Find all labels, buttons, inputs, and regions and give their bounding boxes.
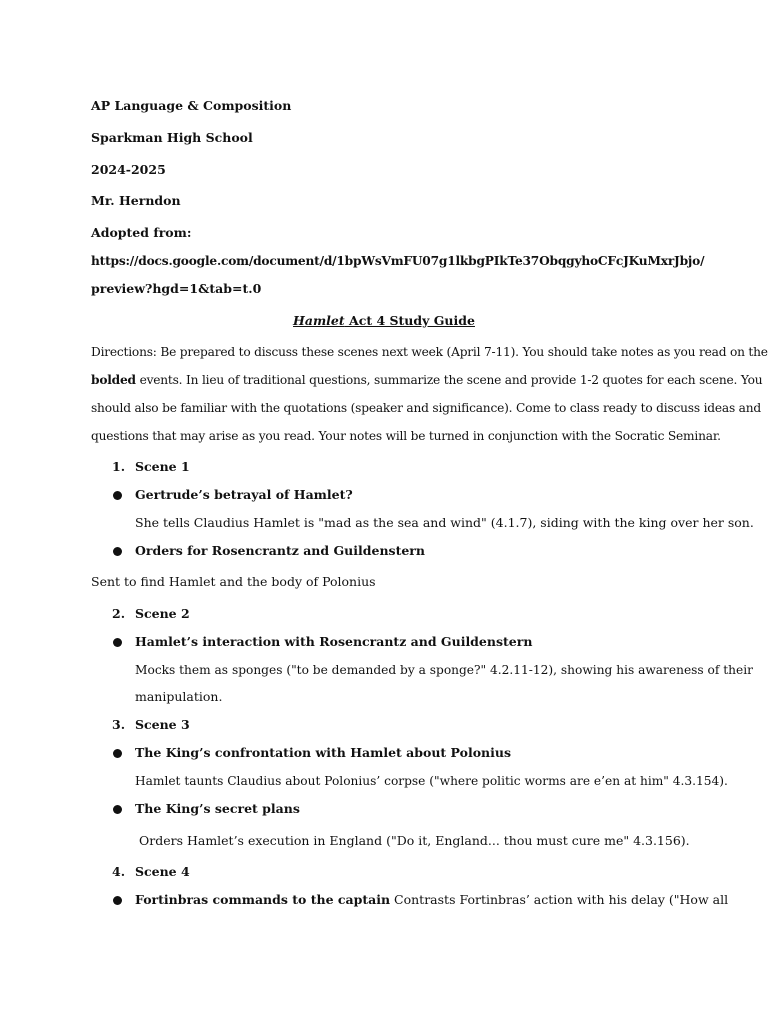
- directions-line-3: should also be familiar with the quotations (speaker and significance). Come to class ready to discuss ideas and: [91, 401, 761, 415]
- bullet-icon: [113, 547, 122, 556]
- scene-3-event-1: The King’s confrontation with Hamlet about Polonius: [135, 745, 512, 760]
- bullet-icon: [113, 491, 122, 500]
- scene-4-event-1-line: [135, 892, 728, 908]
- title-rest: Act 4 Study Guide: [344, 313, 475, 328]
- scene-2-event-1-note-2: manipulation.: [135, 689, 223, 704]
- adopted-label: Adopted from:: [91, 225, 192, 240]
- scene-1-event-1: Gertrude’s betrayal of Hamlet?: [135, 487, 353, 502]
- adopted-url-line-2: preview?hgd=1&tab=t.0: [91, 281, 262, 296]
- scene-2-event-1-note-1: Mocks them as sponges ("to be demanded by a sponge?" 4.2.11-12), showing his awareness of their: [135, 663, 753, 677]
- bullet-icon: [113, 805, 122, 814]
- scene-3-event-2: The King’s secret plans: [135, 801, 300, 816]
- scene-2-event-1: Hamlet’s interaction with Rosencrantz and Guildenstern: [135, 634, 533, 649]
- scene-1-event-2-note: Sent to find Hamlet and the body of Polonius: [91, 574, 376, 589]
- directions-bold-word: bolded: [91, 373, 136, 387]
- bullet-icon: [113, 896, 122, 905]
- scene-1-number: 1.: [112, 459, 126, 474]
- scene-3-event-2-note: Orders Hamlet’s execution in England ("Do it, England... thou must cure me" 4.3.156).: [135, 833, 690, 848]
- directions-line-2-rest: events. In lieu of traditional questions, summarize the scene and provide 1-2 quotes for each scene. You: [135, 373, 763, 387]
- bullet-icon: [113, 749, 122, 758]
- scene-1-event-2: Orders for Rosencrantz and Guildenstern: [135, 543, 425, 558]
- page-title: [0, 313, 768, 329]
- adopted-url-line-1: https://docs.google.com/document/d/1bpWsVmFU07g1lkbgPIkTe37ObqgyhoCFcJKuMxrJbjo/: [91, 254, 705, 268]
- school-name: Sparkman High School: [91, 130, 253, 145]
- scene-3-number: 3.: [112, 717, 126, 732]
- course-name: AP Language & Composition: [91, 98, 292, 113]
- scene-1-event-1-note: She tells Claudius Hamlet is "mad as the sea and wind" (4.1.7), siding with the king over her son.: [135, 515, 754, 530]
- scene-2-number: 2.: [112, 606, 126, 621]
- scene-4-number: 4.: [112, 864, 126, 879]
- bullet-icon: [113, 638, 122, 647]
- teacher-name: Mr. Herndon: [91, 193, 181, 208]
- scene-3-event-1-note: Hamlet taunts Claudius about Polonius’ corpse ("where politic worms are e’en at him" 4.3.154).: [135, 774, 728, 788]
- directions-line-1: Directions: Be prepared to discuss these scenes next week (April 7-11). You should take notes as you read on the: [91, 345, 768, 359]
- scene-4-event-1: Fortinbras commands to the captain: [135, 892, 391, 907]
- scene-4-event-1-note: Contrasts Fortinbras’ action with his delay ("How all: [390, 892, 729, 907]
- school-year: 2024-2025: [91, 162, 166, 177]
- scene-3-label: Scene 3: [135, 717, 190, 732]
- title-italic: Hamlet: [293, 313, 345, 328]
- scene-4-label: Scene 4: [135, 864, 190, 879]
- directions-line-4: questions that may arise as you read. Your notes will be turned in conjunction with the Socratic Seminar.: [91, 429, 721, 443]
- directions-line-2: [91, 372, 762, 388]
- scene-2-label: Scene 2: [135, 606, 190, 621]
- scene-1-label: Scene 1: [135, 459, 190, 474]
